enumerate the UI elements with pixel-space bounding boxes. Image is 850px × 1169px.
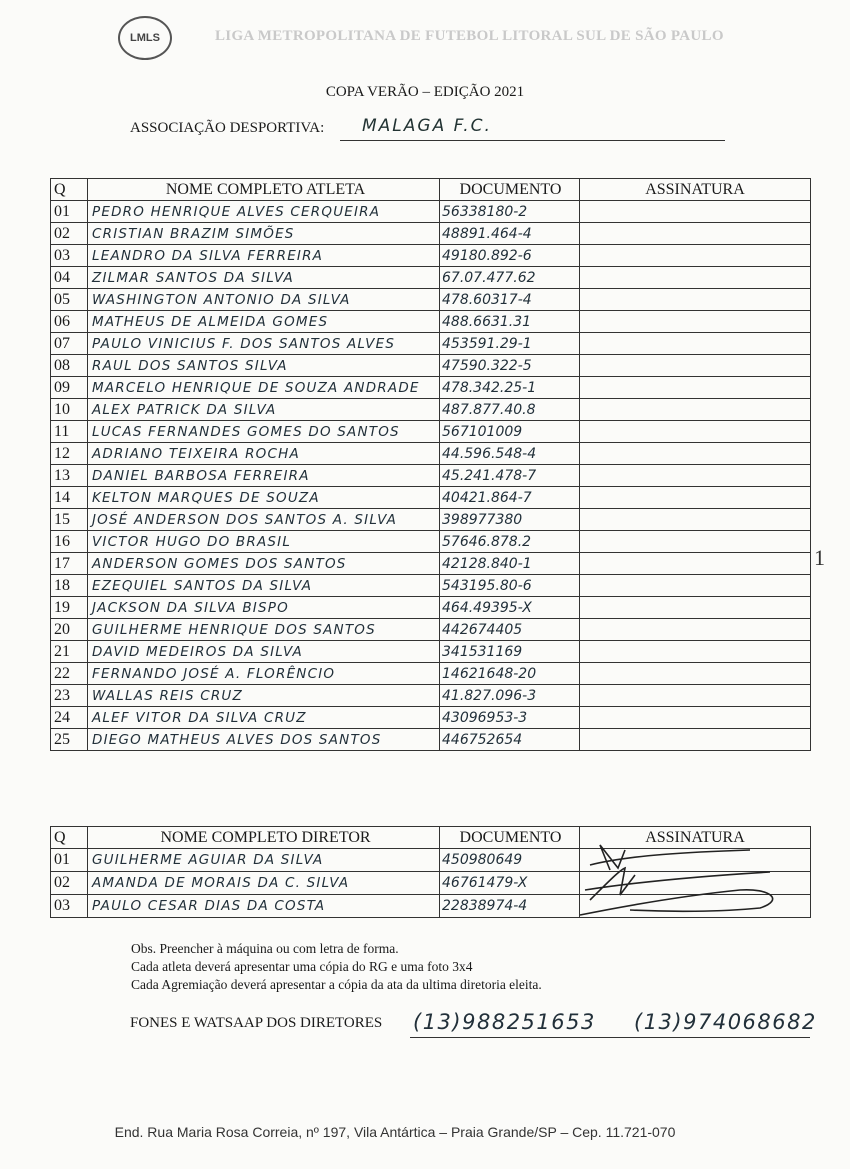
table-row [51, 597, 811, 619]
row-signature [580, 289, 811, 311]
table-row [51, 267, 811, 289]
table-row [51, 465, 811, 487]
row-number: 10 [51, 399, 88, 421]
row-number: 18 [51, 575, 88, 597]
row-number: 13 [51, 465, 88, 487]
table-row [51, 487, 811, 509]
league-logo [118, 16, 172, 60]
table-row [51, 509, 811, 531]
row-document: 40421.864-7 [440, 487, 580, 509]
row-document: 14621648-20 [440, 663, 580, 685]
phones-underline [410, 1037, 810, 1038]
header-q: Q [51, 827, 88, 849]
row-document: 43096953-3 [440, 707, 580, 729]
row-document: 341531169 [440, 641, 580, 663]
logo-text: LMLS [130, 32, 160, 44]
row-name: GUILHERME AGUIAR DA SILVA [88, 849, 440, 872]
table-row [51, 421, 811, 443]
row-signature [580, 531, 811, 553]
row-name: ALEX PATRICK DA SILVA [88, 399, 440, 421]
row-name: FERNANDO JOSÉ A. FLORÊNCIO [88, 663, 440, 685]
row-number: 25 [51, 729, 88, 751]
table-row [51, 289, 811, 311]
row-signature [580, 729, 811, 751]
row-signature [580, 377, 811, 399]
table-row [51, 685, 811, 707]
row-document: 57646.878.2 [440, 531, 580, 553]
row-name: PAULO CESAR DIAS DA COSTA [88, 895, 440, 918]
row-number: 22 [51, 663, 88, 685]
side-mark: 1 [814, 545, 825, 570]
table-row [51, 355, 811, 377]
row-document: 478.342.25-1 [440, 377, 580, 399]
row-name: JACKSON DA SILVA BISPO [88, 597, 440, 619]
header-name: NOME COMPLETO DIRETOR [88, 827, 440, 849]
row-signature [580, 333, 811, 355]
row-document: 42128.840-1 [440, 553, 580, 575]
row-number: 03 [51, 895, 88, 918]
note-line: Cada Agremiação deverá apresentar a cópia da ata da ultima diretoria eleita. [131, 977, 542, 992]
row-document: 487.877.40.8 [440, 399, 580, 421]
row-document: 442674405 [440, 619, 580, 641]
row-document: 56338180-2 [440, 201, 580, 223]
row-signature [580, 487, 811, 509]
row-document: 488.6631.31 [440, 311, 580, 333]
row-number: 04 [51, 267, 88, 289]
row-name: CRISTIAN BRAZIM SIMÕES [88, 223, 440, 245]
row-signature [580, 421, 811, 443]
athletes-header-row [51, 179, 811, 201]
footer-address: End. Rua Maria Rosa Correia, nº 197, Vila Antártica – Praia Grande/SP – Cep. 11.721-070 [114, 1124, 676, 1140]
row-document: 478.60317-4 [440, 289, 580, 311]
row-document: 67.07.477.62 [440, 267, 580, 289]
row-number: 19 [51, 597, 88, 619]
row-signature [580, 399, 811, 421]
header-name: NOME COMPLETO ATLETA [88, 179, 440, 201]
association-underline [340, 140, 725, 141]
row-signature [580, 201, 811, 223]
row-number: 24 [51, 707, 88, 729]
note-line: Cada atleta deverá apresentar uma cópia do RG e uma foto 3x4 [131, 959, 473, 974]
row-signature [580, 509, 811, 531]
row-signature [580, 355, 811, 377]
table-row [51, 575, 811, 597]
row-signature [580, 311, 811, 333]
athletes-body [51, 201, 811, 751]
director-signatures [570, 840, 810, 920]
row-signature [580, 575, 811, 597]
row-signature [580, 641, 811, 663]
row-number: 02 [51, 872, 88, 895]
row-name: KELTON MARQUES DE SOUZA [88, 487, 440, 509]
row-number: 16 [51, 531, 88, 553]
row-number: 17 [51, 553, 88, 575]
table-row [51, 663, 811, 685]
header-signature: ASSINATURA [580, 827, 811, 849]
row-name: JOSÉ ANDERSON DOS SANTOS A. SILVA [88, 509, 440, 531]
row-number: 23 [51, 685, 88, 707]
row-number: 02 [51, 223, 88, 245]
row-number: 06 [51, 311, 88, 333]
row-name: DIEGO MATHEUS ALVES DOS SANTOS [88, 729, 440, 751]
row-signature [580, 245, 811, 267]
row-document: 48891.464-4 [440, 223, 580, 245]
row-name: GUILHERME HENRIQUE DOS SANTOS [88, 619, 440, 641]
row-name: ALEF VITOR DA SILVA CRUZ [88, 707, 440, 729]
athletes-table [50, 178, 811, 751]
row-number: 09 [51, 377, 88, 399]
phone-2: (13)974068682 [634, 1010, 817, 1034]
notes [131, 940, 542, 994]
row-signature [580, 663, 811, 685]
row-name: ADRIANO TEIXEIRA ROCHA [88, 443, 440, 465]
row-number: 05 [51, 289, 88, 311]
row-number: 01 [51, 849, 88, 872]
table-row [51, 531, 811, 553]
row-document: 49180.892-6 [440, 245, 580, 267]
row-document: 41.827.096-3 [440, 685, 580, 707]
row-signature [580, 443, 811, 465]
row-name: WALLAS REIS CRUZ [88, 685, 440, 707]
row-number: 12 [51, 443, 88, 465]
association-label: ASSOCIAÇÃO DESPORTIVA: [130, 120, 325, 136]
row-signature [580, 619, 811, 641]
row-document: 543195.80-6 [440, 575, 580, 597]
row-signature [580, 707, 811, 729]
table-row [51, 311, 811, 333]
row-name: ZILMAR SANTOS DA SILVA [88, 267, 440, 289]
phone-1: (13)988251653 [413, 1010, 596, 1034]
league-name: LIGA METROPOLITANA DE FUTEBOL LITORAL SUL DE SÃO PAULO [215, 28, 724, 44]
row-document: 22838974-4 [440, 895, 580, 918]
row-name: DAVID MEDEIROS DA SILVA [88, 641, 440, 663]
association-value: MALAGA F.C. [362, 116, 492, 136]
row-name: ANDERSON GOMES DOS SANTOS [88, 553, 440, 575]
row-signature [580, 685, 811, 707]
row-document: 45.241.478-7 [440, 465, 580, 487]
table-row [51, 333, 811, 355]
row-number: 11 [51, 421, 88, 443]
table-row [51, 399, 811, 421]
row-name: LUCAS FERNANDES GOMES DO SANTOS [88, 421, 440, 443]
row-document: 398977380 [440, 509, 580, 531]
phones-label: FONES E WATSAAP DOS DIRETORES [130, 1015, 383, 1031]
row-document: 567101009 [440, 421, 580, 443]
table-row [51, 707, 811, 729]
row-name: MARCELO HENRIQUE DE SOUZA ANDRADE [88, 377, 440, 399]
note-line: Obs. Preencher à máquina ou com letra de forma. [131, 941, 399, 956]
row-name: MATHEUS DE ALMEIDA GOMES [88, 311, 440, 333]
row-name: WASHINGTON ANTONIO DA SILVA [88, 289, 440, 311]
table-row [51, 619, 811, 641]
row-number: 15 [51, 509, 88, 531]
row-document: 464.49395-X [440, 597, 580, 619]
row-name: DANIEL BARBOSA FERREIRA [88, 465, 440, 487]
header-document: DOCUMENTO [440, 179, 580, 201]
row-number: 14 [51, 487, 88, 509]
table-row [51, 377, 811, 399]
row-document: 47590.322-5 [440, 355, 580, 377]
page-title: COPA VERÃO – EDIÇÃO 2021 [325, 84, 525, 100]
row-document: 453591.29-1 [440, 333, 580, 355]
row-name: AMANDA DE MORAIS DA C. SILVA [88, 872, 440, 895]
row-number: 08 [51, 355, 88, 377]
row-name: PAULO VINICIUS F. DOS SANTOS ALVES [88, 333, 440, 355]
row-signature [580, 553, 811, 575]
row-name: LEANDRO DA SILVA FERREIRA [88, 245, 440, 267]
row-signature [580, 465, 811, 487]
table-row [51, 201, 811, 223]
table-row [51, 245, 811, 267]
row-number: 03 [51, 245, 88, 267]
row-document: 446752654 [440, 729, 580, 751]
header-document: DOCUMENTO [440, 827, 580, 849]
row-number: 01 [51, 201, 88, 223]
row-name: PEDRO HENRIQUE ALVES CERQUEIRA [88, 201, 440, 223]
row-document: 44.596.548-4 [440, 443, 580, 465]
header-signature: ASSINATURA [580, 179, 811, 201]
header-q: Q [51, 179, 88, 201]
table-row [51, 223, 811, 245]
row-name: EZEQUIEL SANTOS DA SILVA [88, 575, 440, 597]
row-document: 450980649 [440, 849, 580, 872]
row-number: 20 [51, 619, 88, 641]
row-name: VICTOR HUGO DO BRASIL [88, 531, 440, 553]
row-signature [580, 223, 811, 245]
table-row [51, 729, 811, 751]
row-document: 46761479-X [440, 872, 580, 895]
table-row [51, 443, 811, 465]
row-name: RAUL DOS SANTOS SILVA [88, 355, 440, 377]
table-row [51, 641, 811, 663]
table-row [51, 553, 811, 575]
row-number: 21 [51, 641, 88, 663]
row-number: 07 [51, 333, 88, 355]
row-signature [580, 267, 811, 289]
row-signature [580, 597, 811, 619]
